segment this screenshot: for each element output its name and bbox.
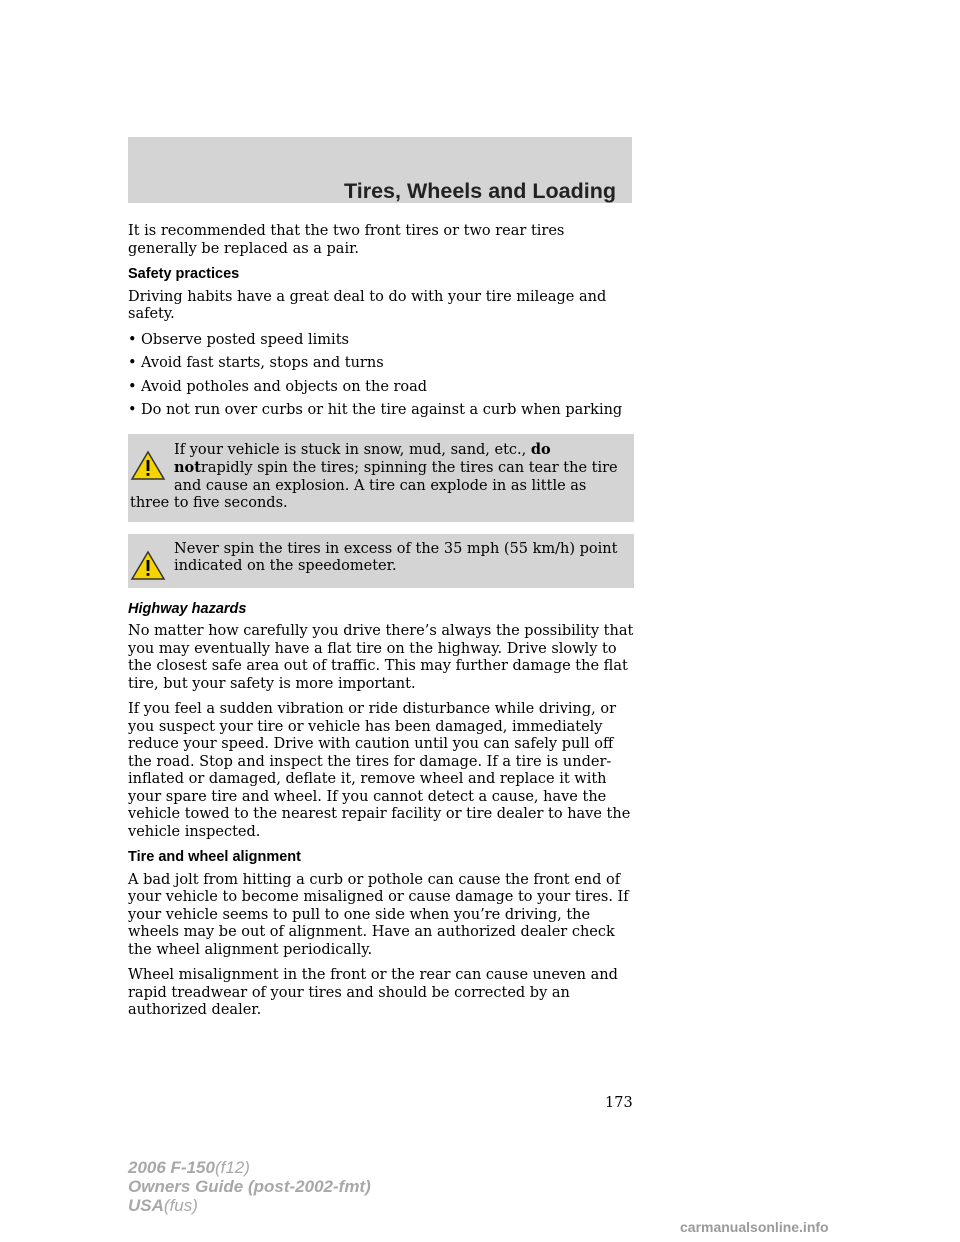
page-content (128, 223, 634, 1028)
highway-paragraph-2: If you feel a sudden vibration or ride disturbance while driving, or you suspect your tire or vehicle has been damaged, immediately reduce your speed. Drive with caution until you can safely pull off the road. Stop and inspect the tires for damage. If a tire is under-inflated or damaged, deflate it, remove wheel and replace it with your spare tire and wheel. If you cannot detect a cause, have the vehicle towed to the nearest repair facility or tire dealer to have the vehicle inspected. (128, 701, 631, 840)
highway-paragraph-1: No matter how carefully you drive there’s always the possibility that you may eventually have a flat tire on the highway. Drive slowly to the closest safe area out of traffic. This may further damage the flat tire, but your safety is more important. (128, 623, 634, 692)
warning-text: Never spin the tires in excess of the 35 mph (55 km/h) point indicated on the speedometer. (174, 540, 618, 574)
section-header-band (128, 137, 632, 203)
list-item: • Avoid potholes and objects on the road (128, 378, 428, 395)
bullet-icon: • (128, 402, 137, 418)
alignment-paragraph-2: Wheel misalignment in the front or the rear can cause uneven and rapid treadwear of your tires and should be corrected by an authorized dealer. (128, 967, 618, 1018)
warning-box-spin-speed (128, 534, 634, 588)
highway-heading: Highway hazards (128, 600, 247, 617)
alignment-heading: Tire and wheel alignment (128, 849, 301, 865)
warning-text: If your vehicle is stuck in snow, mud, sand, etc., do notrapidly spin the tires; spinning the tires can tear the tire and cause an explosion. A tire can explode in as little as three to five seconds. (130, 440, 618, 511)
safety-lead: Driving habits have a great deal to do with your tire mileage and safety. (128, 288, 607, 322)
warning-triangle-icon (130, 550, 166, 581)
page-number: 173 (605, 1095, 633, 1111)
bullet-icon: • (128, 331, 137, 348)
safety-heading: Safety practices (128, 266, 240, 282)
section-title: Tires, Wheels and Loading (344, 179, 616, 203)
bullet-icon: • (128, 378, 137, 395)
list-item: • Observe posted speed limits (128, 331, 349, 348)
warning-box-stuck-vehicle (128, 434, 634, 522)
document-footer: 2006 F-150(f12) Owners Guide (post-2002-fmt) USA(fus) (128, 1158, 371, 1215)
alignment-paragraph-1: A bad jolt from hitting a curb or pothole can cause the front end of your vehicle to become misaligned or cause damage to your tires. If your vehicle seems to pull to one side when you’re driving, the wheels may be out of alignment. Have an authorized dealer check the wheel alignment periodically. (128, 871, 629, 958)
intro-paragraph: It is recommended that the two front tires or two rear tires generally be replaced as a pair. (128, 223, 565, 257)
watermark: carmanualsonline.info (680, 1219, 829, 1235)
safety-list (128, 332, 634, 420)
list-item: • Do not run over curbs or hit the tire against a curb when parking (128, 402, 623, 418)
bullet-icon: • (128, 355, 137, 371)
list-item: • Avoid fast starts, stops and turns (128, 355, 384, 371)
warning-triangle-icon (130, 450, 166, 481)
